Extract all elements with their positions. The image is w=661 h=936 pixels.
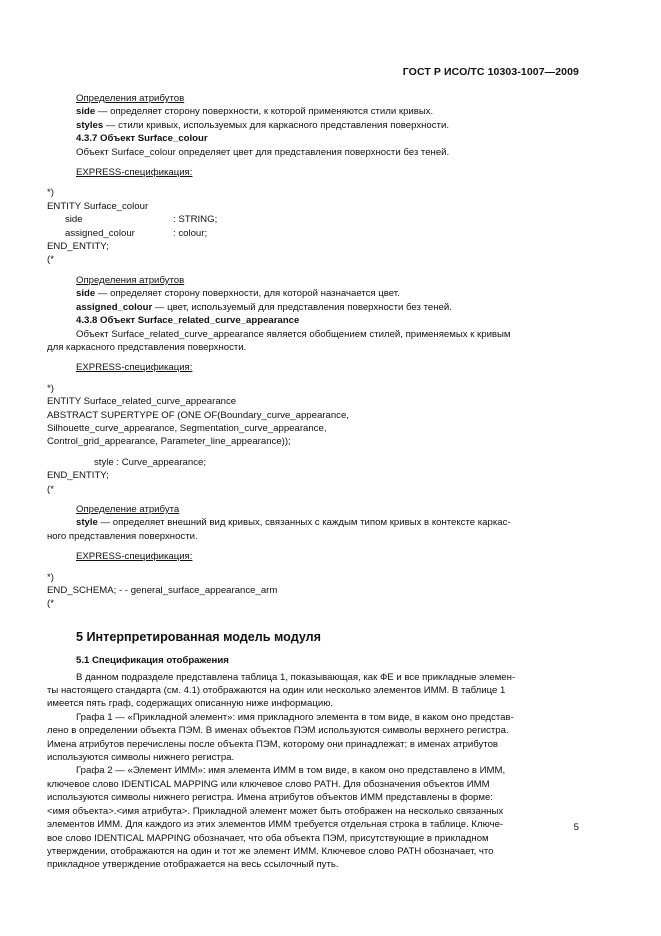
paragraph-2: Графа 1 — «Прикладной элемент»: имя прикладного элемента в том виде, в каком оно представ- лено в определении объекта ПЭМ. В именах объектов ПЭМ используются символы верхнего регистра. Имена атрибутов перечислены после объекта ПЭМ, которому они принадлежат; в именах атрибутов используются символы нижнего регистра. <box>47 711 514 764</box>
section-heading-4-3-7: 4.3.7 Объект Surface_colour <box>76 133 208 145</box>
section-description-4-3-8: Объект Surface_related_curve_appearance является обобщением стилей, применяемых к кривым <box>76 328 511 340</box>
page-content <box>47 92 582 872</box>
code-entity: ENTITY Surface_colour <box>47 200 149 212</box>
section-5-heading: 5 Интерпретированная модель модуля <box>76 629 322 644</box>
attribute-definition-side: side — определяет сторону поверхности, к которой применяются стили кривых. <box>76 106 434 118</box>
code-open: *) <box>47 571 54 583</box>
attribute-definition-heading: Определение атрибута <box>76 503 180 515</box>
section-description-4-3-7: Объект Surface_colour определяет цвет для представления поверхности без теней. <box>76 146 450 158</box>
code-close: (* <box>47 598 54 610</box>
code-end-entity: END_ENTITY; <box>47 241 109 253</box>
code-attribute-row: assigned_colour : colour; <box>65 227 208 239</box>
code-end-entity: END_ENTITY; <box>47 470 109 482</box>
code-open: *) <box>47 382 54 394</box>
attribute-definition-style-cont: ного представления поверхности. <box>47 530 198 542</box>
code-supertype-line: Silhouette_curve_appearance, Segmentation_curve_appearance, <box>47 422 327 434</box>
attribute-definition-style: style — определяет внешний вид кривых, связанных с каждым типом кривых в контексте каркас- <box>76 517 511 529</box>
code-supertype-line: Control_grid_appearance, Parameter_line_appearance)); <box>47 436 291 448</box>
subsection-5-1-heading: 5.1 Спецификация отображения <box>76 655 229 667</box>
attribute-definition-side: side — определяет сторону поверхности, для которой назначается цвет. <box>76 288 400 300</box>
attribute-definitions-heading: Определения атрибутов <box>76 274 185 286</box>
attribute-definition-styles: styles — стили кривых, используемых для каркасного представления поверхности. <box>76 119 449 131</box>
code-style-attribute: style : Curve_appearance; <box>94 456 206 468</box>
code-end-schema: END_SCHEMA; - - general_surface_appearance_arm <box>47 585 278 596</box>
page-number: 5 <box>573 822 579 833</box>
code-close: (* <box>47 254 54 266</box>
paragraph-3: Графа 2 — «Элемент ИММ»: имя элемента ИММ в том виде, в каком оно представлено в ИММ, ключевое слово IDENTICAL MAPPING или ключевое слово PATH. Для обозначения объектов ИММ используются символы нижнего регистра. Имена атрибутов объектов ИММ представлены в форме: <имя объекта>.<имя атрибута>. Прикладной элемент может быть отображен на несколько связанных элементов ИММ. Для каждого из этих элементов ИММ требуется отдельная строка в таблице. Ключе- вое слово IDENTICAL MAPPING обозначает, что оба объекта ПЭМ, присутствующие в прикладном утверждении, отображаются на один и тот же элемент ИММ. Ключевое слово PATH обозначает, что прикладное утверждение отображается на весь ссылочный путь. <box>47 765 506 871</box>
document-code-header: ГОСТ Р ИСО/ТС 10303-1007—2009 <box>402 66 579 78</box>
paragraph-1: В данном подразделе представлена таблица 1, показывающая, как ФЕ и все прикладные элемен- ты настоящего стандарта (см. 4.1) отображаются на один или несколько элементов ИММ. В таблице 1 имеется пять граф, содержащих описанную ниже информацию. <box>47 671 516 710</box>
express-label: EXPRESS-спецификация: <box>76 362 193 374</box>
express-label: EXPRESS-спецификация: <box>76 167 193 179</box>
code-open: *) <box>47 187 54 199</box>
code-attribute-row: side : STRING; <box>65 214 218 226</box>
express-label: EXPRESS-спецификация: <box>76 551 193 563</box>
code-supertype-line: ABSTRACT SUPERTYPE OF (ONE OF(Boundary_curve_appearance, <box>47 409 349 421</box>
code-entity: ENTITY Surface_related_curve_appearance <box>47 396 237 408</box>
section-heading-4-3-8: 4.3.8 Объект Surface_related_curve_appearance <box>76 315 300 327</box>
code-close: (* <box>47 483 54 495</box>
section-description-4-3-8-cont: для каркасного представления поверхности. <box>47 341 247 353</box>
attribute-definition-assigned-colour: assigned_colour — цвет, используемый для представления поверхности без теней. <box>76 301 452 313</box>
attribute-definitions-heading: Определения атрибутов <box>76 93 185 104</box>
